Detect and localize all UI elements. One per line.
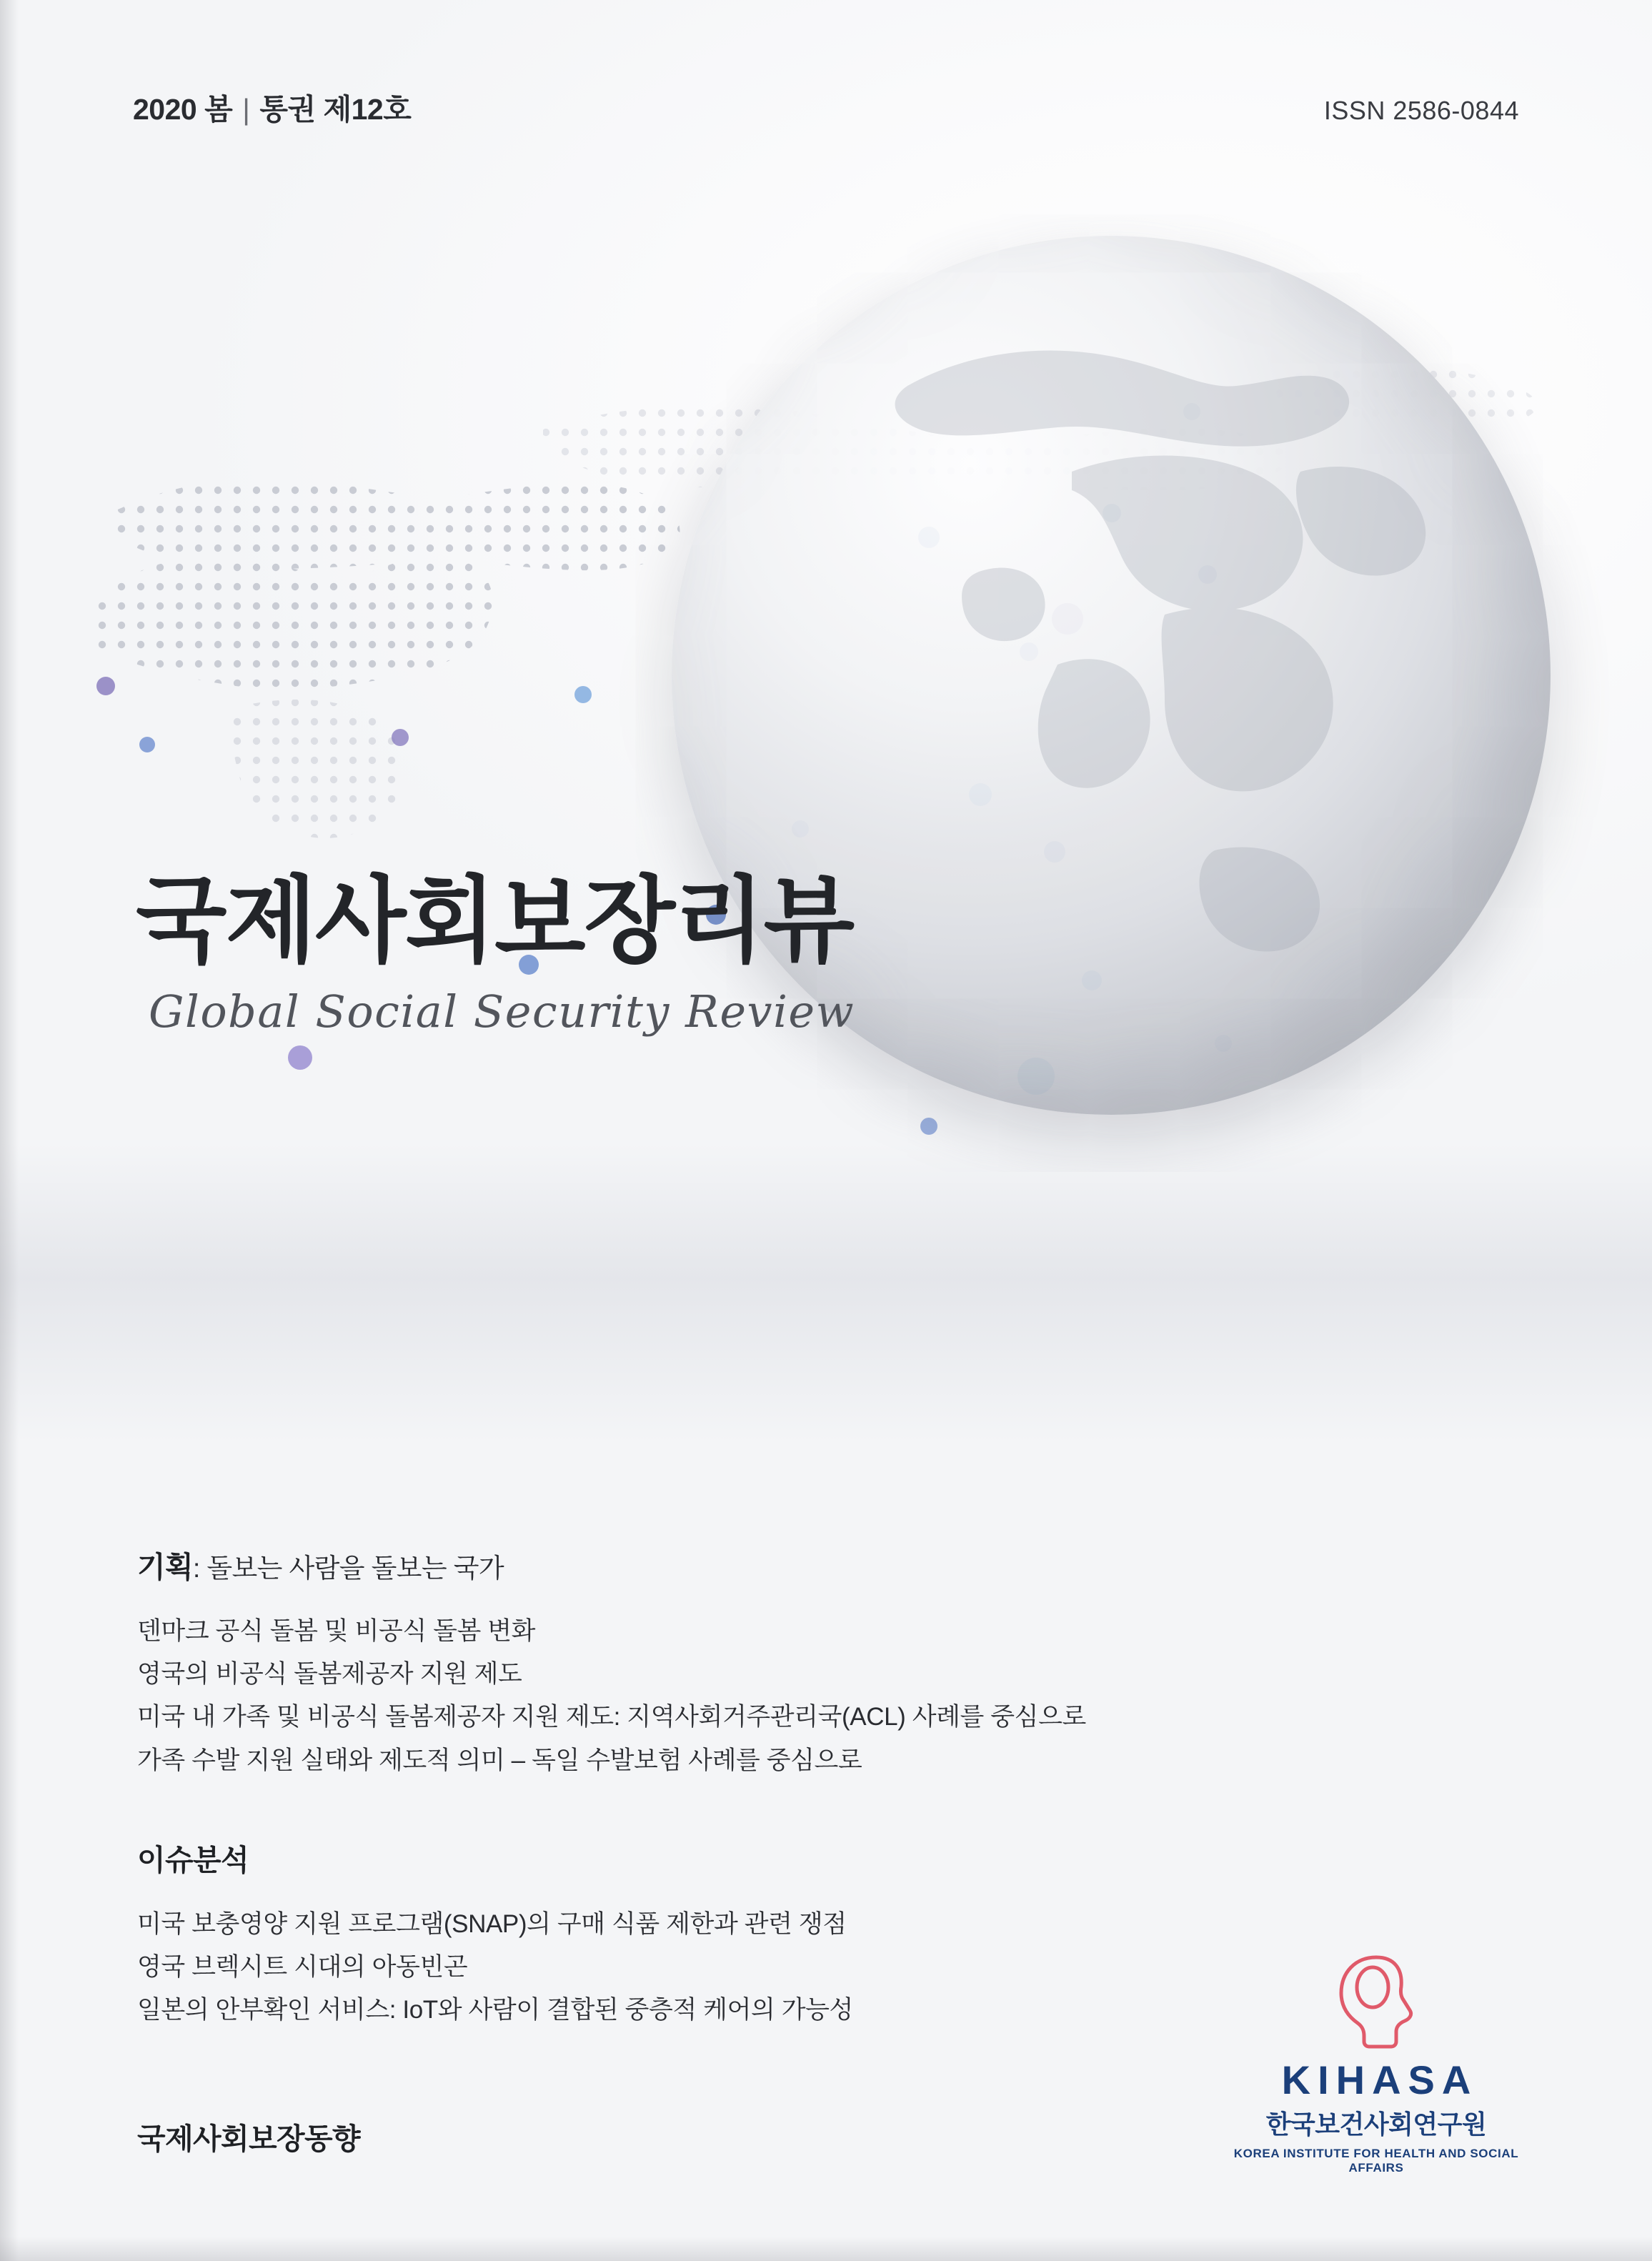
- publisher-logo: [1233, 1946, 1519, 2175]
- list-item: 영국 브렉시트 시대의 아동빈곤: [137, 1952, 468, 1981]
- list-item: 덴마크 공식 돌봄 및 비공식 돌봄 변화: [137, 1617, 536, 1645]
- logo-english-name: KOREA INSTITUTE FOR HEALTH AND SOCIAL AFFAIRS: [1233, 2147, 1519, 2175]
- page-title: 국제사회보장리뷰: [136, 868, 854, 973]
- contents-list: [137, 1544, 1295, 2073]
- list-item: 미국 내 가족 및 비공식 돌봄제공자 지원 제도: 지역사회거주관리국(ACL) 사례를 중심으로: [137, 1703, 1086, 1731]
- title-block: [136, 870, 1136, 1038]
- issue-separator: |: [242, 93, 250, 126]
- section-heading: [137, 1837, 1295, 1879]
- contents-section: [137, 1837, 1295, 2032]
- list-item: 미국 보충영양 지원 프로그램(SNAP)의 구매 식품 제한과 관련 쟁점: [137, 1909, 847, 1938]
- issue-year-season: 2020 봄: [133, 93, 233, 126]
- paper-sheen: [0, 1143, 1652, 1443]
- section-heading: [137, 1544, 1295, 1586]
- section-label: 이슈분석: [137, 1843, 249, 1877]
- list-item: 영국의 비공식 돌봄제공자 지원 제도: [137, 1660, 522, 1689]
- issn-code: ISSN 2586-0844: [1323, 96, 1519, 125]
- section-label: 기획: [137, 1551, 194, 1584]
- paper-edge-bottom: [0, 2237, 1652, 2261]
- list-item: 일본의 안부확인 서비스: IoT와 사람이 결합된 중층적 케어의 가능성: [137, 1996, 853, 2024]
- issue-number: 통권 제12호: [259, 93, 412, 126]
- cover-header: [133, 86, 1519, 128]
- page-subtitle: Global Social Security Review: [149, 985, 855, 1038]
- trailing-section-heading: 국제사회보장동향: [137, 2122, 361, 2155]
- contents-section: [137, 1544, 1295, 1782]
- issue-line: [133, 86, 411, 128]
- kihasa-mark-icon: [1233, 1946, 1519, 2053]
- logo-korean-name: 한국보건사회연구원: [1265, 2110, 1487, 2139]
- logo-name: KIHASA: [1281, 2057, 1478, 2102]
- section-label-suffix: : 돌보는 사람을 돌보는 국가: [193, 1554, 504, 1583]
- list-item: 가족 수발 지원 실태와 제도적 의미 – 독일 수발보험 사례를 중심으로: [137, 1746, 862, 1774]
